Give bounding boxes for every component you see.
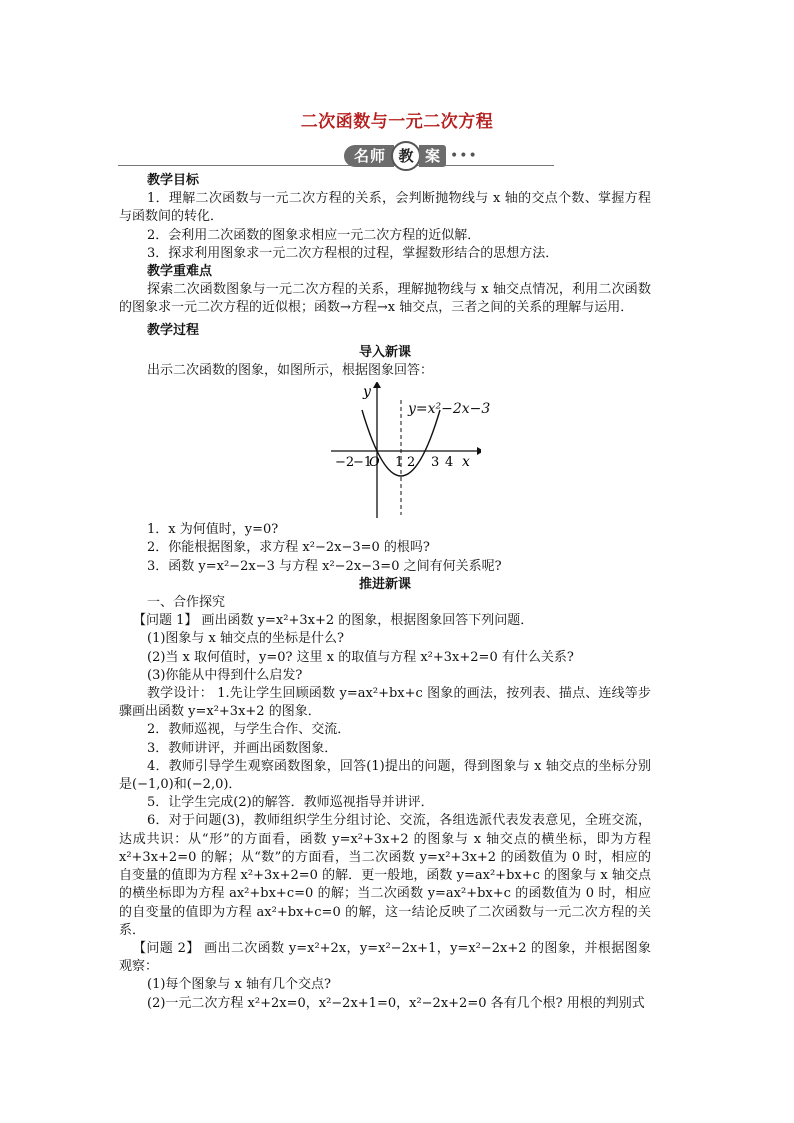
intro-text: 出示二次函数的图象，如图所示，根据图象回答： (147, 363, 434, 379)
process-heading: 教学过程 (147, 322, 200, 338)
lesson-content (119, 172, 651, 1013)
intro-question-1: 1．x 为何值时，y=0? (147, 522, 279, 538)
banner-divider (118, 165, 554, 166)
section-banner (118, 140, 554, 170)
problem-2: 【问题 2】 画出二次函数 y=x²+2x，y=x²−2x+1，y=x²−2x+2 的图象，并根据图象观察： (119, 940, 651, 975)
problem-1-item-1: (1)图象与 x 轴交点的坐标是什么? (147, 631, 344, 647)
problem-1-item-2: (2)当 x 取何值时，y=0? 这里 x 的取值与方程 x²+3x+2=0 有什么关系? (147, 649, 574, 665)
badge-dots: ••• (450, 148, 478, 164)
tick-label-2: 2 (407, 455, 416, 471)
goals-heading: 教学目标 (147, 173, 200, 188)
problem-1-item-3: (3)你能从中得到什么启发? (147, 667, 303, 683)
key-points-heading: 教学重难点 (147, 264, 213, 280)
problem-1: 【问题 1】 画出函数 y=x²+3x+2 的图象，根据图象回答下列问题． (133, 613, 534, 629)
y-axis-label: y (363, 384, 371, 401)
new-lesson-heading: 推进新课 (358, 576, 411, 592)
x-axis-label: x (462, 454, 470, 471)
problem-2-item-1: (1)每个图象与 x 轴有几个交点? (147, 977, 331, 993)
design-step-5: 5．让学生完成(2)的解答．教师巡视指导并讲评． (147, 795, 434, 811)
tick-label-1: 1 (395, 455, 404, 471)
parabola-graph (119, 380, 651, 521)
badge-part-2: 教 (391, 141, 421, 171)
design-step-4: 4．教师引导学生观察函数图象，回答(1)提出的问题，得到图象与 x 轴交点的坐标分别是(−1,0)和(−2,0)． (119, 758, 651, 793)
design-step-3: 3．教师讲评，并画出函数图象． (147, 740, 338, 756)
goal-item-2: 2．会利用二次函数的图象求相应一元二次方程的近似解． (147, 227, 481, 243)
design-step-1: 教学设计： 1.先让学生回顾函数 y=ax²+bx+c 图象的画法，按列表、描点、连线等步骤画出函数 y=x²+3x+2 的图象． (119, 686, 651, 720)
design-step-6: 6．对于问题(3)，教师组织学生分组讨论、交流，各组选派代表发表意见，全班交流，达成共识：从“形”的方面看，函数 y=x²+3x+2 的图象与 x 轴交点的横坐标，即为方程 x²+3x+2=0 的解；从“数”的方面看，当二次函数 y=x²+3x+2 的函数值为 0 时，相应的自变量的值即为方程 x²+3x+2=0 的解．更一般地，函数 y=ax²+bx+c 的图象与 x 轴交点的横坐标即为方程 ax²+bx+c=0 的解；当二次函数 y=ax²+bx+c 的函数值为 0 时，相应的自变量的值即为方程 ax²+bx+c=0 的解，这一结论反映了二次函数与一元二次方程的关系． (119, 813, 651, 938)
badge-part-3: 案 (419, 145, 446, 167)
tick-label-4: 4 (445, 455, 454, 471)
badge-part-1: 名师 (344, 145, 394, 167)
x-axis-arrow (477, 447, 481, 455)
design-step-2: 2．教师巡视，与学生合作、交流． (147, 722, 351, 738)
tick-label-3: 3 (431, 455, 440, 471)
function-label: y=x²−2x−3 (408, 401, 491, 418)
teacher-plan-badge (344, 144, 478, 168)
explore-subheading: 一、合作探究 (147, 595, 226, 611)
y-axis-arrow (373, 382, 381, 388)
tick-label-neg2: −2 (335, 455, 355, 471)
problem-2-item-2: (2)一元二次方程 x²+2x=0，x²−2x+1=0，x²−2x+2=0 各有几个根? 用根的判别式 (147, 995, 645, 1011)
intro-question-3: 3．函数 y=x²−2x−3 与方程 x²−2x−3=0 之间有何关系呢? (147, 558, 502, 574)
intro-question-2: 2．你能根据图象，求方程 x²−2x−3=0 的根吗? (147, 540, 430, 556)
key-points-text: 探索二次函数图象与一元二次方程的关系，理解抛物线与 x 轴交点情况，利用二次函数的图象求一元二次方程的近似根；函数→方程→x 轴交点，三者之间的关系的理解与运用． (119, 282, 651, 316)
tick-label-neg1: −1 (353, 455, 373, 471)
intro-heading: 导入新课 (358, 344, 411, 360)
page-title: 二次函数与一元二次方程 (300, 112, 494, 132)
goal-item-3: 3．探求利用图象求一元二次方程根的过程，掌握数形结合的思想方法． (147, 245, 559, 261)
origin-label: O (369, 455, 380, 471)
goal-item-1: 1．理解二次函数与一元二次方程的关系，会判断抛物线与 x 轴的交点个数、掌握方程与函数间的转化． (119, 191, 651, 225)
